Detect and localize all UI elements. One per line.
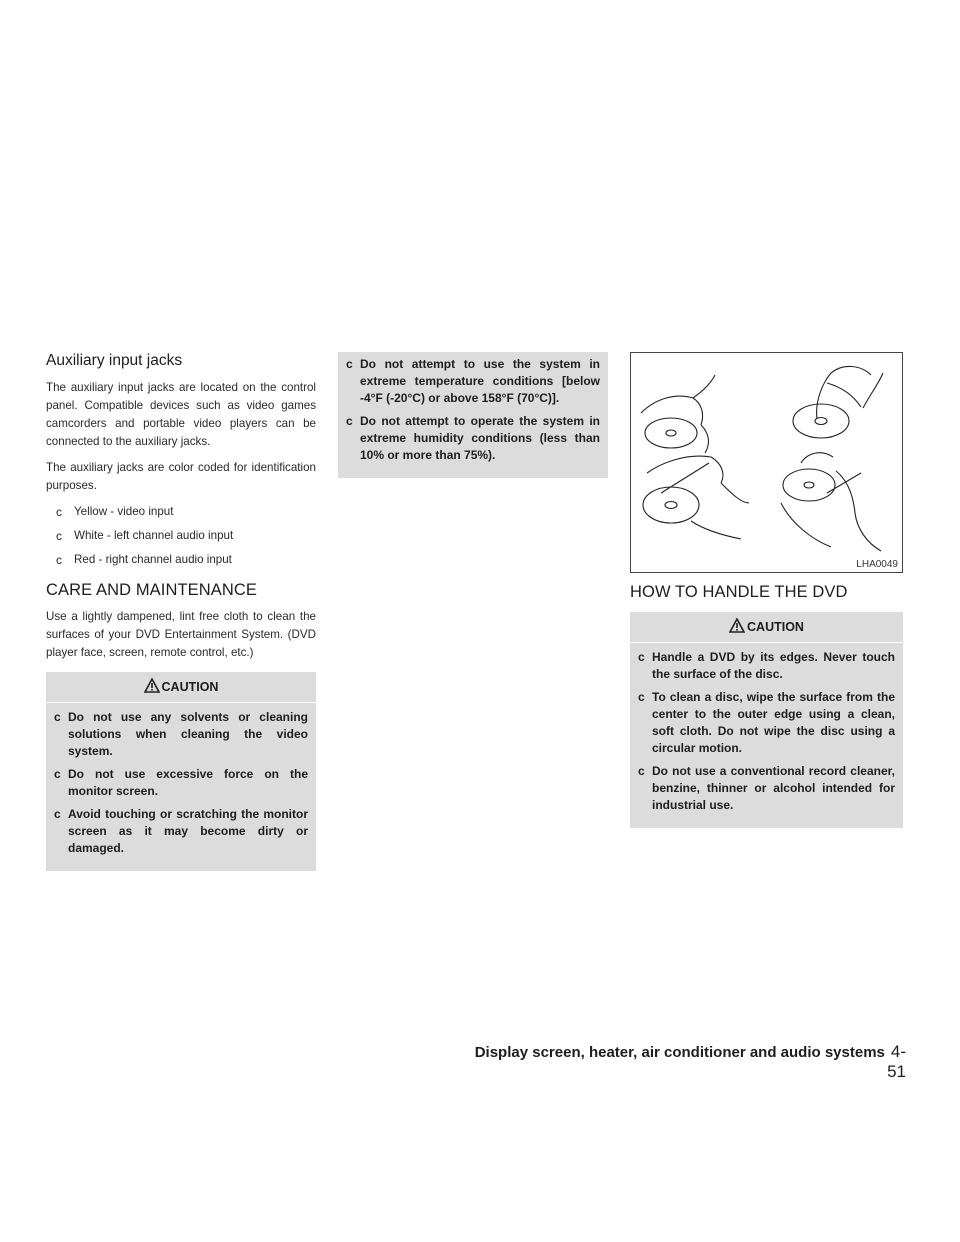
caution-box-dvd	[630, 612, 903, 828]
caution-list	[638, 649, 895, 814]
column-left	[46, 352, 316, 871]
bullet-icon: c	[638, 764, 645, 778]
bullet-icon: c	[54, 807, 61, 821]
aux-jack-list	[46, 503, 316, 569]
aux-paragraph-1: The auxiliary input jacks are located on the control panel. Compatible devices such as video games camcorders and portable video players can be connected to the auxiliary jacks.	[46, 381, 316, 448]
bullet-icon: c	[56, 505, 62, 519]
list-item: c Do not use any solvents or cleaning solutions when cleaning the video system.	[54, 710, 308, 758]
caution-box-care	[46, 672, 316, 871]
caution-list	[346, 356, 600, 464]
list-item: c Avoid touching or scratching the monitor screen as it may become dirty or damaged.	[54, 807, 308, 855]
caution-header: CAUTION	[630, 618, 903, 643]
bullet-icon: c	[56, 553, 62, 567]
caution-box-continued	[338, 352, 608, 478]
handle-dvd-heading: HOW TO HANDLE THE DVD	[630, 583, 848, 601]
bullet-icon: c	[54, 767, 61, 781]
list-item: c Do not use excessive force on the monitor screen.	[54, 767, 308, 798]
list-item: c Handle a DVD by its edges. Never touch the surface of the disc.	[638, 650, 895, 681]
bullet-icon: c	[346, 414, 353, 428]
list-item: c Do not attempt to operate the system in extreme humidity conditions (less than 10% or more than 75%).	[346, 414, 600, 462]
column-middle	[338, 352, 608, 478]
warning-triangle-icon	[144, 678, 160, 696]
list-item: c Yellow - video input	[56, 505, 174, 519]
chapter-title: Display screen, heater, air conditioner and audio systems	[474, 1044, 885, 1061]
list-item: c White - left channel audio input	[56, 529, 234, 543]
dvd-handling-figure	[630, 352, 903, 573]
bullet-icon: c	[638, 690, 645, 704]
dvd-handling-illustration	[631, 353, 902, 572]
caution-header: CAUTION	[46, 678, 316, 703]
column-right	[630, 352, 903, 828]
bullet-icon: c	[638, 650, 645, 664]
bullet-icon: c	[54, 710, 61, 724]
list-item: c Red - right channel audio input	[56, 553, 232, 567]
page-footer	[466, 1042, 906, 1082]
list-item: c Do not attempt to use the system in extreme temperature conditions [below -4°F (-20°C) or above 158°F (70°C)].	[346, 357, 600, 405]
care-maintenance-heading: CARE AND MAINTENANCE	[46, 581, 258, 599]
caution-list	[54, 709, 308, 857]
aux-input-heading: Auxiliary input jacks	[46, 352, 183, 369]
aux-paragraph-2: The auxiliary jacks are color coded for identification purposes.	[46, 461, 316, 492]
bullet-icon: c	[346, 357, 353, 371]
bullet-icon: c	[56, 529, 62, 543]
page-number: 4-51	[887, 1042, 906, 1081]
list-item: c To clean a disc, wipe the surface from the center to the outer edge using a clean, soft cloth. Do not wipe the disc using a circular motion.	[638, 690, 895, 755]
care-paragraph: Use a lightly dampened, lint free cloth to clean the surfaces of your DVD Entertainment System. (DVD player face, screen, remote control, etc.)	[46, 610, 316, 659]
list-item: c Do not use a conventional record cleaner, benzine, thinner or alcohol intended for industrial use.	[638, 764, 895, 812]
warning-triangle-icon	[729, 618, 745, 636]
figure-id-label: LHA0049	[856, 559, 898, 570]
